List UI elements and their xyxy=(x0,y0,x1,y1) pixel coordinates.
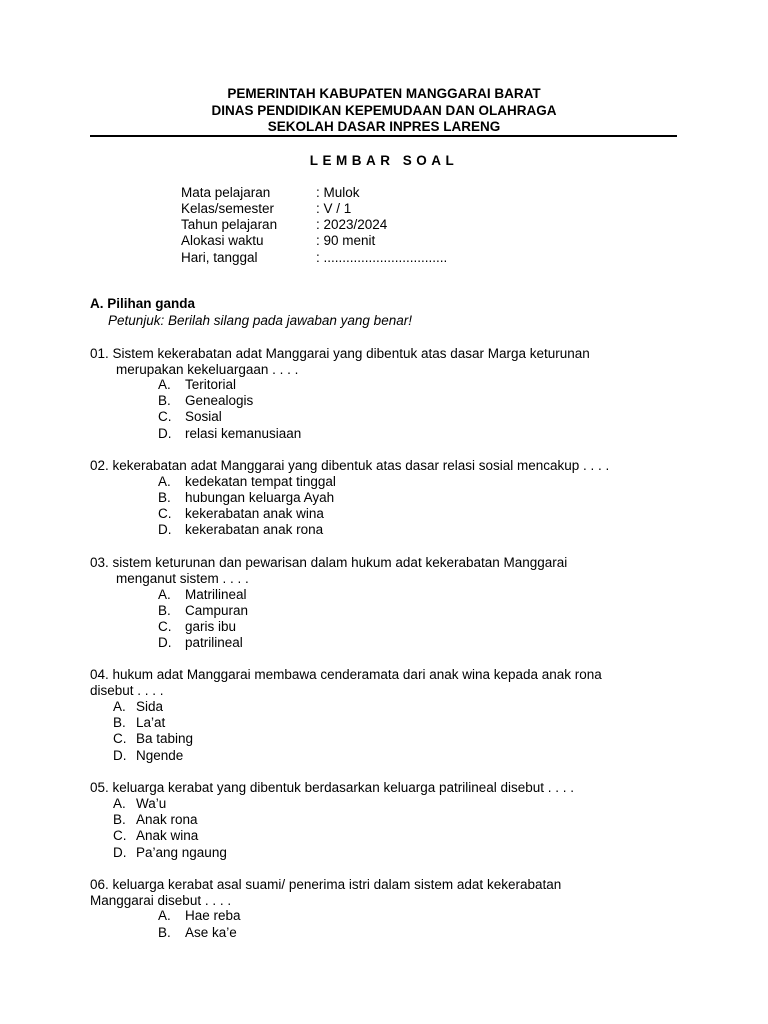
info-value-time: : 90 menit xyxy=(316,233,376,248)
question-4-line-2: disebut . . . . xyxy=(90,683,164,698)
option-text: Ase ka’e xyxy=(185,925,237,940)
section-title: A. Pilihan ganda xyxy=(90,296,196,311)
option-text: Matrilineal xyxy=(185,587,247,602)
option-letter: A. xyxy=(158,587,171,602)
header-line-3: SEKOLAH DASAR INPRES LARENG xyxy=(267,119,501,134)
info-label-time: Alokasi waktu xyxy=(181,233,264,248)
info-label-subject: Mata pelajaran xyxy=(181,185,271,200)
option-letter: A. xyxy=(113,796,126,811)
question-4-line-1: 04. hukum adat Manggarai membawa cenderamata dari anak wina kepada anak rona xyxy=(90,667,602,682)
info-value-class: : V / 1 xyxy=(316,201,352,216)
header-line-1: PEMERINTAH KABUPATEN MANGGARAI BARAT xyxy=(227,86,541,101)
option-text: garis ibu xyxy=(185,619,237,634)
question-2-line-1: 02. kekerabatan adat Manggarai yang dibentuk atas dasar relasi sosial mencakup . . . . xyxy=(90,458,610,473)
option-text: Anak rona xyxy=(136,812,198,827)
option-letter: B. xyxy=(158,925,171,940)
option-text: relasi kemanusiaan xyxy=(185,426,302,441)
option-text: Teritorial xyxy=(185,377,237,392)
option-text: Hae reba xyxy=(185,908,241,923)
option-text: Sida xyxy=(136,699,164,714)
option-letter: B. xyxy=(158,393,171,408)
option-text: Genealogis xyxy=(185,393,254,408)
info-value-year: : 2023/2024 xyxy=(316,217,388,232)
option-text: Sosial xyxy=(185,409,222,424)
header-rule xyxy=(90,135,677,137)
option-letter: C. xyxy=(113,731,127,746)
option-letter: A. xyxy=(158,377,171,392)
option-letter: A. xyxy=(113,699,126,714)
option-letter: D. xyxy=(113,845,127,860)
option-letter: C. xyxy=(158,619,172,634)
option-letter: A. xyxy=(158,474,171,489)
info-value-subject: : Mulok xyxy=(316,185,360,200)
option-letter: A. xyxy=(158,908,171,923)
option-letter: C. xyxy=(113,828,127,843)
option-text: kedekatan tempat tinggal xyxy=(185,474,336,489)
question-6-line-2: Manggarai disebut . . . . xyxy=(90,893,232,908)
info-label-class: Kelas/semester xyxy=(181,201,275,216)
info-value-date: : ................................. xyxy=(316,250,448,265)
option-text: kekerabatan anak wina xyxy=(185,506,324,521)
page-title: LEMBAR SOAL xyxy=(309,153,459,168)
option-text: Pa’ang ngaung xyxy=(136,845,227,860)
question-6-line-1: 06. keluarga kerabat asal suami/ penerima istri dalam sistem adat kekerabatan xyxy=(90,877,562,892)
question-3-line-1: 03. sistem keturunan dan pewarisan dalam hukum adat kekerabatan Manggarai xyxy=(90,555,568,570)
option-text: La’at xyxy=(136,715,166,730)
option-text: Wa’u xyxy=(136,796,167,811)
question-1-line-1: 01. Sistem kekerabatan adat Manggarai yang dibentuk atas dasar Marga keturunan xyxy=(90,346,590,361)
option-letter: B. xyxy=(158,490,171,505)
option-letter: B. xyxy=(113,812,126,827)
info-label-year: Tahun pelajaran xyxy=(181,217,278,232)
option-letter: C. xyxy=(158,409,172,424)
option-letter: D. xyxy=(158,522,172,537)
option-letter: D. xyxy=(158,426,172,441)
option-letter: D. xyxy=(158,635,172,650)
option-text: patrilineal xyxy=(185,635,243,650)
question-1-line-2: merupakan kekeluargaan . . . . xyxy=(116,362,299,377)
option-text: Campuran xyxy=(185,603,249,618)
option-text: Ba tabing xyxy=(136,731,194,746)
option-letter: D. xyxy=(113,748,127,763)
option-letter: B. xyxy=(113,715,126,730)
option-letter: C. xyxy=(158,506,172,521)
option-text: Anak wina xyxy=(136,828,199,843)
option-text: kekerabatan anak rona xyxy=(185,522,324,537)
option-text: Ngende xyxy=(136,748,184,763)
question-5-line-1: 05. keluarga kerabat yang dibentuk berdasarkan keluarga patrilineal disebut . . . . xyxy=(90,780,575,795)
section-instruction: Petunjuk: Berilah silang pada jawaban yang benar! xyxy=(108,313,412,328)
option-letter: B. xyxy=(158,603,171,618)
info-label-date: Hari, tanggal xyxy=(181,250,258,265)
option-text: hubungan keluarga Ayah xyxy=(185,490,335,505)
header-line-2: DINAS PENDIDIKAN KEPEMUDAAN DAN OLAHRAGA xyxy=(211,103,557,118)
question-3-line-2: menganut sistem . . . . xyxy=(116,571,249,586)
